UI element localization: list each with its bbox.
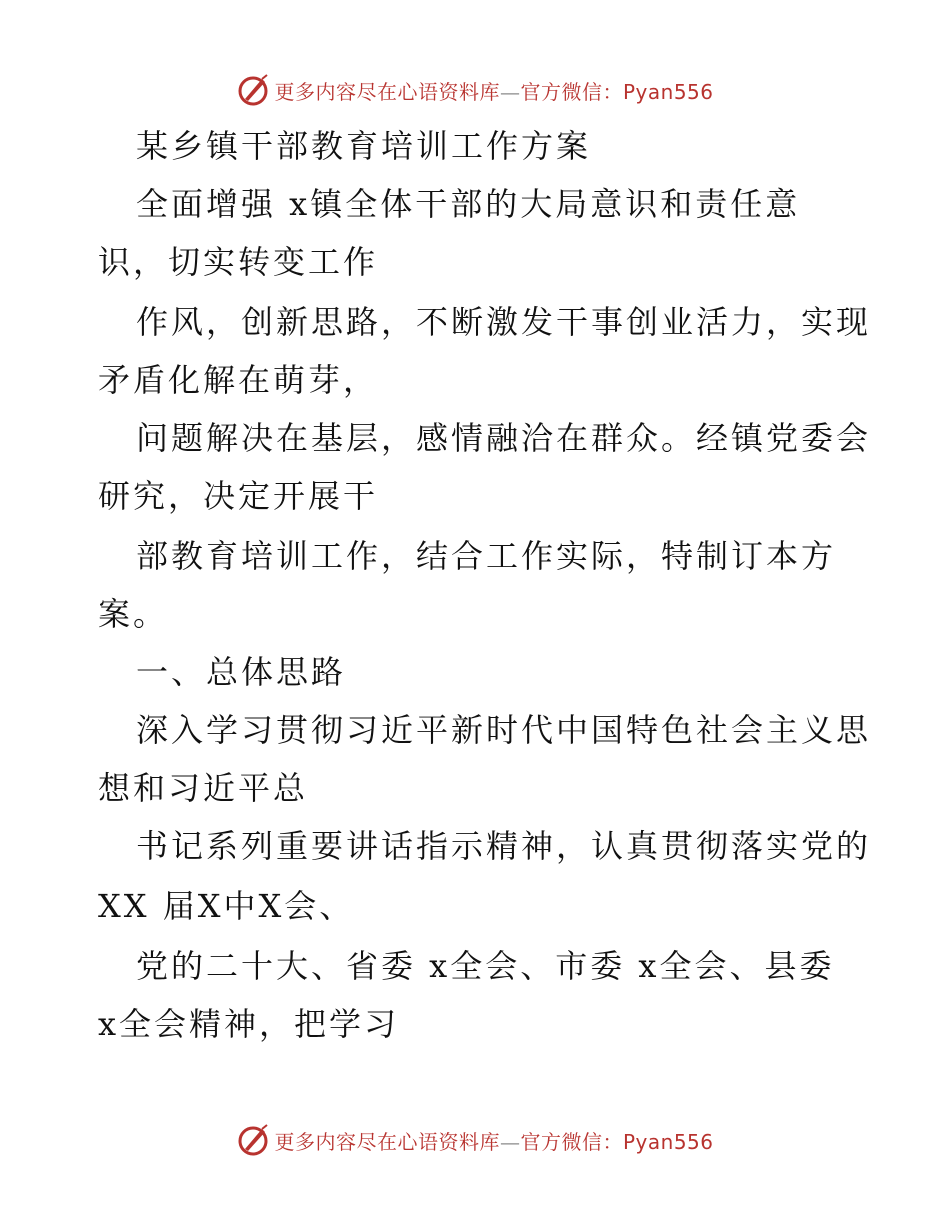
watermark-brand: 更多内容尽在心语资料库 bbox=[274, 1129, 500, 1154]
paragraph-line: 想和习近平总 bbox=[98, 769, 309, 807]
watermark-wechat-label: 官方微信： bbox=[520, 79, 623, 104]
paragraph-line: XX 届X中X会、 bbox=[98, 887, 355, 925]
paragraph-line: 问题解决在基层，感情融洽在群众。经镇党委会 bbox=[136, 419, 872, 457]
paragraph-line: 作风，创新思路，不断激发干事创业活力，实现 bbox=[136, 303, 872, 341]
watermark-wechat-id: Pyan556 bbox=[622, 79, 714, 104]
paragraph-line: 全面增强 x镇全体干部的大局意识和责任意 bbox=[136, 185, 801, 223]
red-quill-logo-icon bbox=[236, 1123, 270, 1157]
paragraph-line: 部教育培训工作，结合工作实际，特制订本方 bbox=[136, 537, 837, 575]
paragraph-line: 识，切实转变工作 bbox=[98, 243, 379, 281]
paragraph-line: 研究，决定开展干 bbox=[98, 477, 379, 515]
watermark-brand: 更多内容尽在心语资料库 bbox=[274, 79, 500, 104]
section-heading: 一、总体思路 bbox=[136, 653, 347, 691]
paragraph-line: 党的二十大、省委 x全会、市委 x全会、县委 bbox=[136, 947, 835, 985]
paragraph-line: 深入学习贯彻习近平新时代中国特色社会主义思 bbox=[136, 711, 872, 749]
footer-watermark-banner bbox=[0, 1120, 950, 1160]
watermark-wechat-id: Pyan556 bbox=[622, 1129, 714, 1154]
paragraph-line: 矛盾化解在萌芽， bbox=[98, 361, 379, 399]
document-title: 某乡镇干部教育培训工作方案 bbox=[136, 127, 592, 165]
watermark-wechat-label: 官方微信： bbox=[520, 1129, 623, 1154]
paragraph-line: 案。 bbox=[98, 595, 169, 633]
watermark-dash: — bbox=[499, 1129, 521, 1154]
watermark-dash: — bbox=[499, 79, 521, 104]
paragraph-line: 书记系列重要讲话指示精神，认真贯彻落实党的 bbox=[136, 827, 872, 865]
paragraph-line: x全会精神，把学习 bbox=[98, 1005, 400, 1043]
